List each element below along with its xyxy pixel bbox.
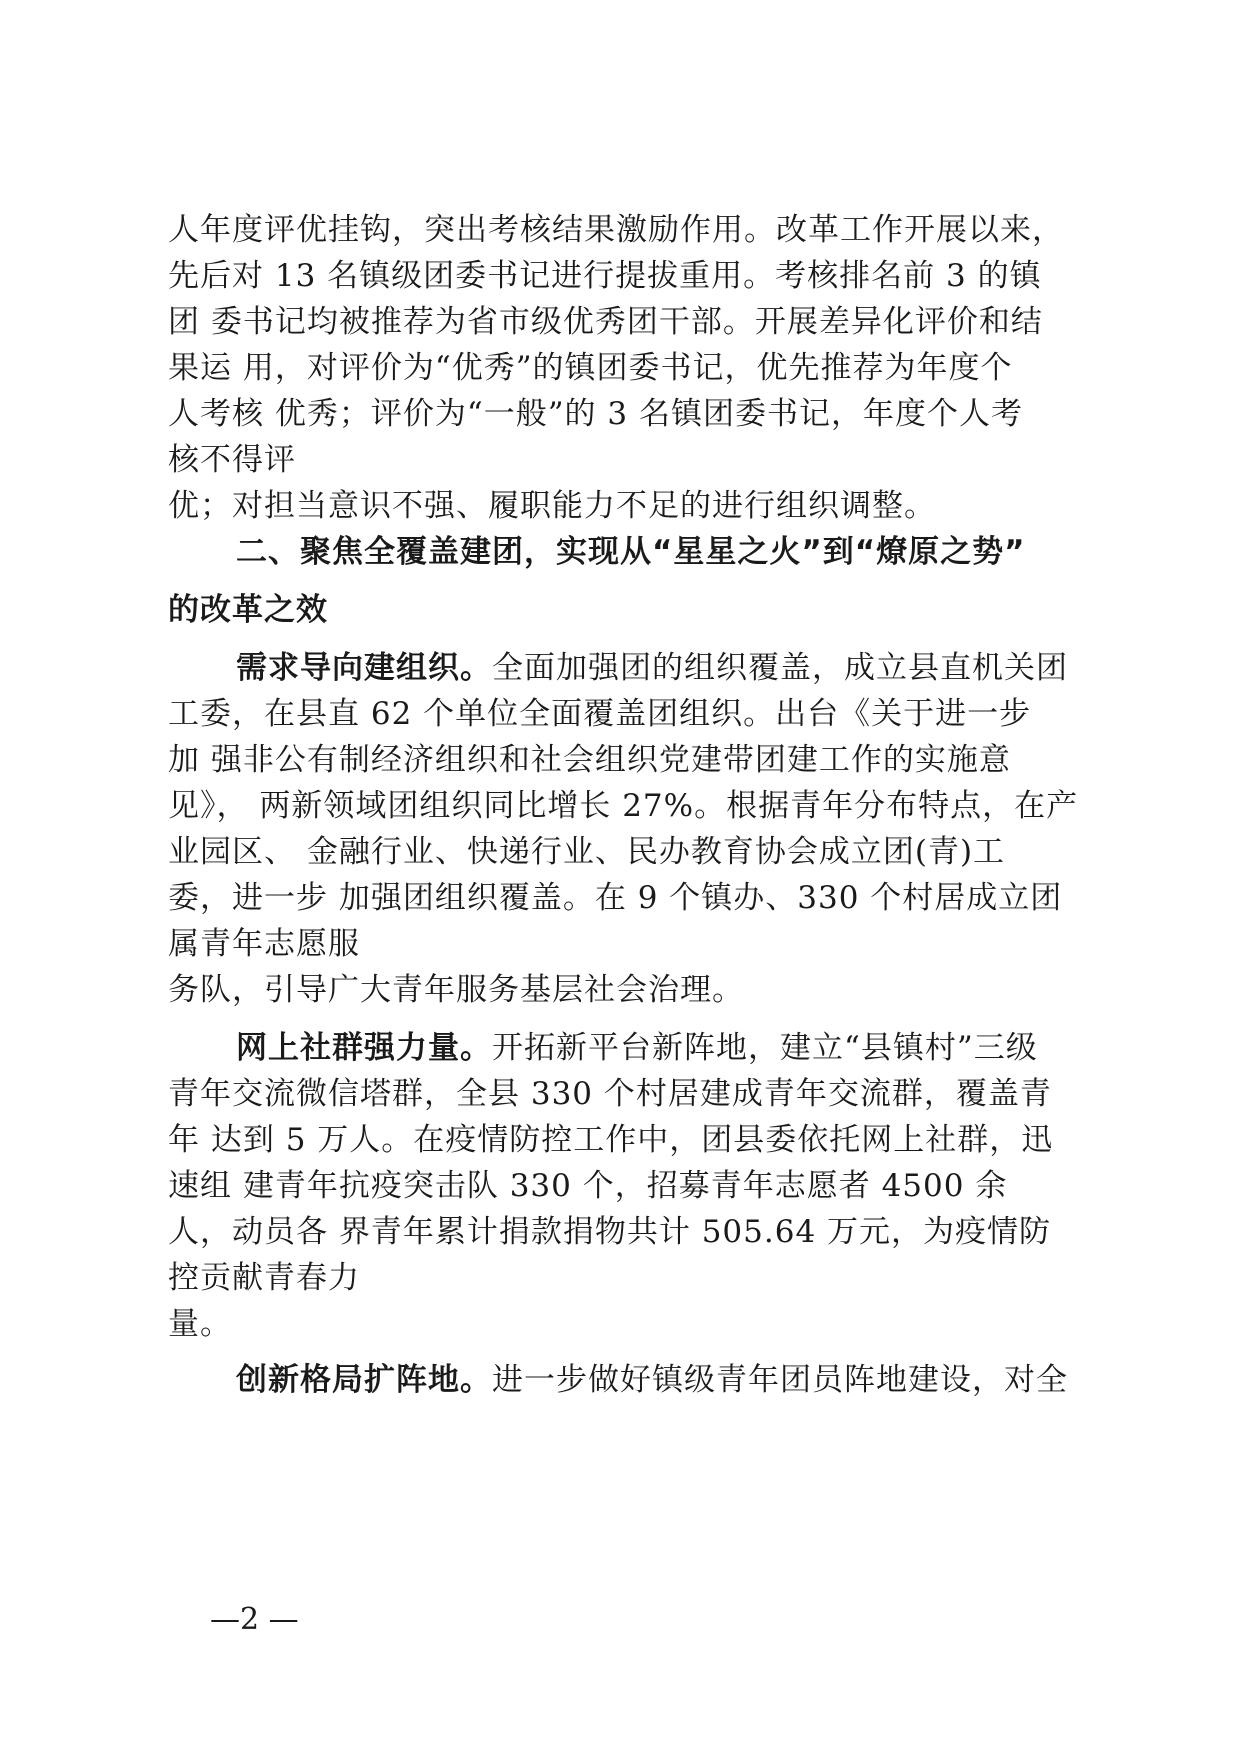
body-text-line: 委，进一步 加强团组织覆盖。在 9 个镇办、330 个村居成立团 xyxy=(168,880,1063,916)
page-number: —2 — xyxy=(210,1602,299,1637)
body-text-line: 青年交流微信塔群，全县 330 个村居建成青年交流群，覆盖青 xyxy=(168,1076,1052,1112)
paragraph-text: 开拓新平台新阵地，建立“县镇村”三级 xyxy=(492,1030,1038,1066)
body-text-line: 量。 xyxy=(168,1306,232,1342)
paragraph-first-line xyxy=(236,646,1088,690)
body-text-line: 属青年志愿服 xyxy=(168,926,360,962)
body-text-line: 加 强非公有制经济组织和社会组织党建带团建工作的实施意 xyxy=(168,742,1011,778)
section-heading-continuation: 的改革之效 xyxy=(168,592,328,628)
body-text-line: 先后对 13 名镇级团委书记进行提拔重用。考核排名前 3 的镇 xyxy=(168,258,1042,294)
body-text-line: 工委，在县直 62 个单位全面覆盖团组织。出台《关于进一步 xyxy=(168,696,1032,732)
paragraph-first-line xyxy=(236,1026,1088,1070)
body-text-line: 优；对担当意识不强、履职能力不足的进行组织调整。 xyxy=(168,488,936,524)
paragraph-text: 进一步做好镇级青年团员阵地建设，对全 xyxy=(492,1362,1068,1398)
body-text-line: 见》， 两新领域团组织同比增长 27%。根据青年分布特点，在产 xyxy=(168,788,1079,824)
body-text-line: 务队，引导广大青年服务基层社会治理。 xyxy=(168,972,744,1008)
section-heading: 二、聚焦全覆盖建团，实现从“星星之火”到“燎原之势” xyxy=(236,534,1026,570)
body-text-line: 人年度评优挂钩，突出考核结果激励作用。改革工作开展以来， xyxy=(168,212,1064,248)
body-text-line: 业园区、 金融行业、快递行业、民办教育协会成立团(青)工 xyxy=(168,834,1006,870)
paragraph-lead-title: 网上社群强力量。 xyxy=(236,1030,492,1066)
body-text-line: 团 委书记均被推荐为省市级优秀团干部。开展差异化评价和结 xyxy=(168,304,1043,340)
body-text-line: 速组 建青年抗疫突击队 330 个，招募青年志愿者 4500 余 xyxy=(168,1168,1008,1204)
body-text-line: 核不得评 xyxy=(168,442,296,478)
body-text-line: 人，动员各 界青年累计捐款捐物共计 505.64 万元，为疫情防 xyxy=(168,1214,1052,1250)
paragraph-lead-title: 需求导向建组织。 xyxy=(236,650,492,686)
body-text-line: 果运 用，对评价为“优秀”的镇团委书记，优先推荐为年度个 xyxy=(168,350,1013,386)
paragraph-text: 全面加强团的组织覆盖，成立县直机关团 xyxy=(492,650,1068,686)
body-text-line: 控贡献青春力 xyxy=(168,1260,360,1296)
body-text-line: 人考核 优秀；评价为“一般”的 3 名镇团委书记，年度个人考 xyxy=(168,396,1023,432)
body-text-line: 年 达到 5 万人。在疫情防控工作中，团县委依托网上社群，迅 xyxy=(168,1122,1054,1158)
paragraph-first-line xyxy=(236,1358,1088,1402)
paragraph-lead-title: 创新格局扩阵地。 xyxy=(236,1362,492,1398)
